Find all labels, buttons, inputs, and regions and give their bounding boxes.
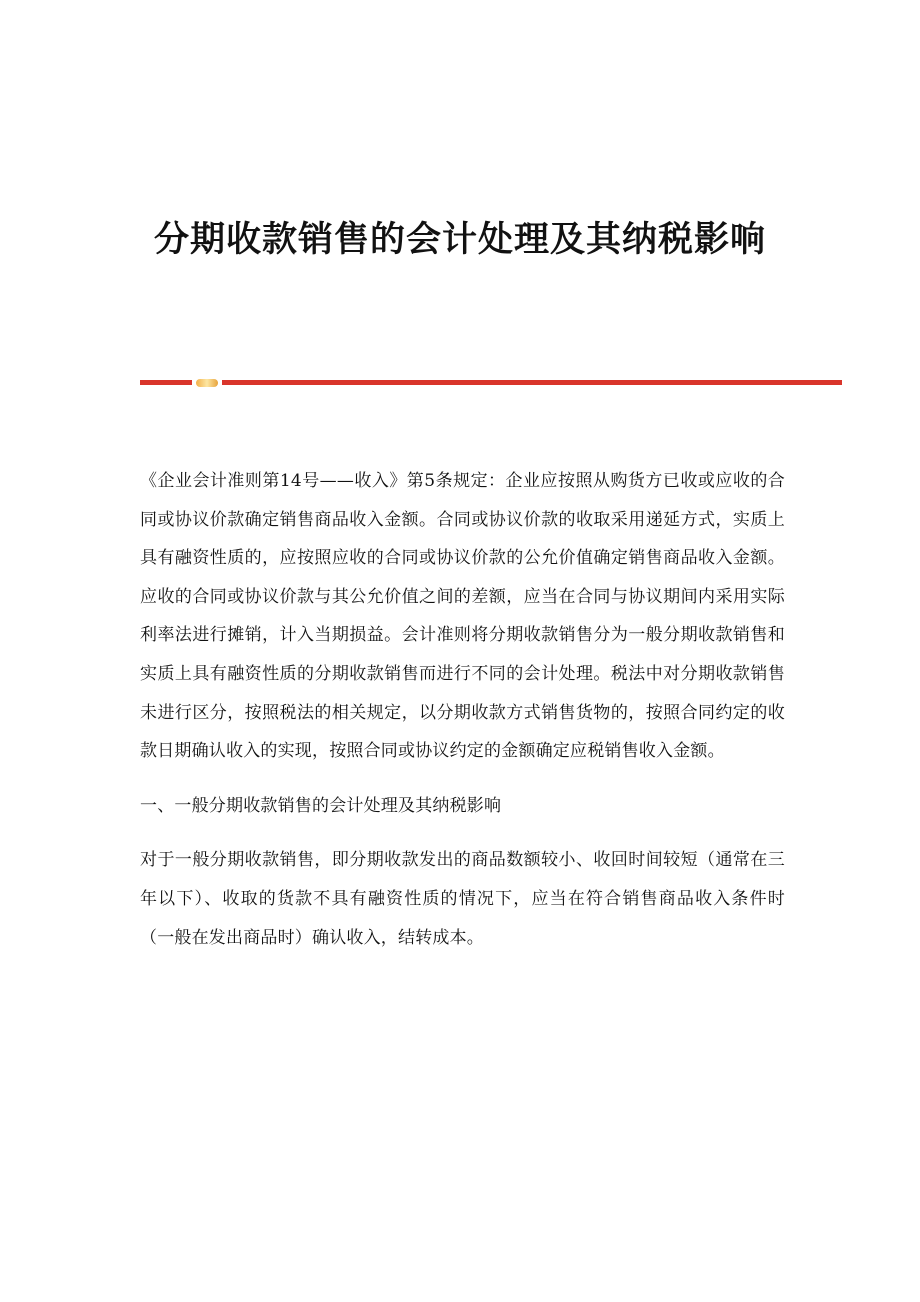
document-body (140, 462, 785, 973)
divider-right-segment (222, 380, 842, 385)
divider-left-segment (140, 380, 192, 385)
title-divider (140, 380, 842, 386)
divider-ornament-icon (196, 379, 218, 387)
body-paragraph: 《企业会计准则第14号——收入》第5条规定：企业应按照从购货方已收或应收的合同或协议价款确定销售商品收入金额。合同或协议价款的收取采用递延方式，实质上具有融资性质的，应按照应收的合同或协议价款的公允价值确定销售商品收入金额。应收的合同或协议价款与其公允价值之间的差额，应当在合同与协议期间内采用实际利率法进行摊销，计入当期损益。会计准则将分期收款销售分为一般分期收款销售和实质上具有融资性质的分期收款销售而进行不同的会计处理。税法中对分期收款销售未进行区分，按照税法的相关规定，以分期收款方式销售货物的，按照合同约定的收款日期确认收入的实现，按照合同或协议约定的金额确定应税销售收入金额。 (140, 471, 785, 762)
body-paragraph: 对于一般分期收款销售，即分期收款发出的商品数额较小、收回时间较短（通常在三年以下）、收取的货款不具有融资性质的情况下，应当在符合销售商品收入条件时（一般在发出商品时）确认收入，结转成本。 (140, 850, 785, 948)
section-heading: 一、一般分期收款销售的会计处理及其纳税影响 (140, 795, 502, 816)
document-title: 分期收款销售的会计处理及其纳税影响 (153, 219, 766, 260)
